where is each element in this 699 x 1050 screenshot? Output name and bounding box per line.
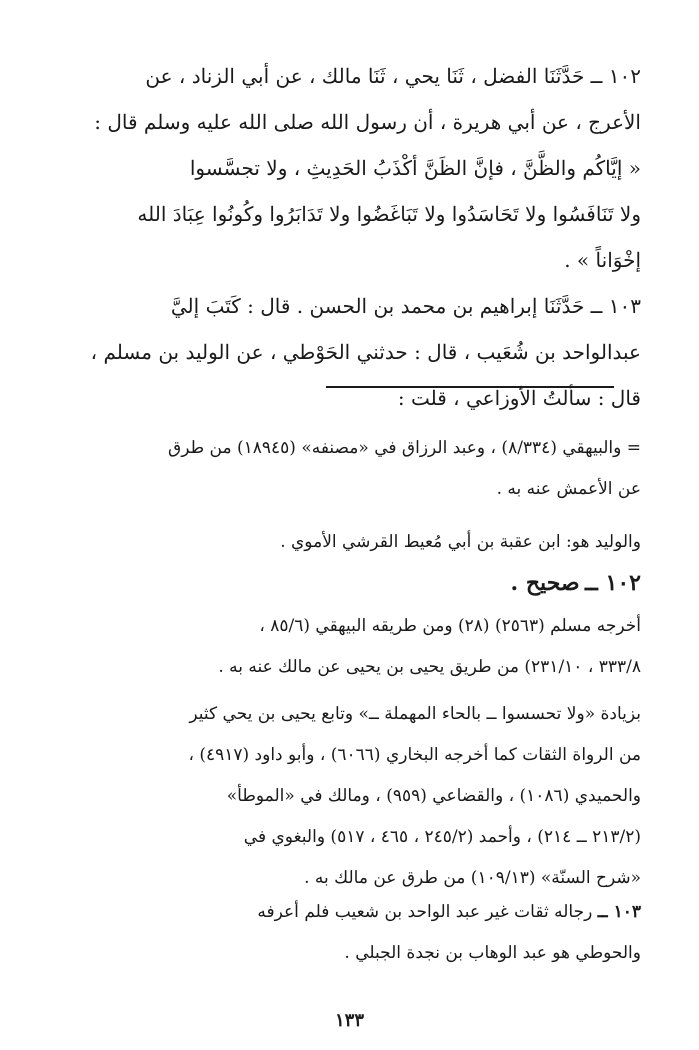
footnote-line: من الرواة الثقات كما أخرجه البخاري (٦٠٦٦) ، وأبو داود (٤٩١٧) ، [188, 745, 641, 765]
hadith-102-line-4: ولا تَنَافَسُوا ولا تَحَاسَدُوا ولا تَبَاغَضُوا ولا تَدَابَرُوا وكُونُوا عِبَادَ الله [137, 202, 641, 226]
footnote-line: = والبيهقي (٨/٣٣٤) ، وعبد الرزاق في «مصنفه» (١٨٩٤٥) من طرق [168, 438, 641, 458]
footnote-line: «شرح السنّة» (١٠٩/١٣) من طرق عن مالك به . [304, 868, 641, 888]
hadith-102-line-1: ١٠٢ ــ حَدَّثَنَا الفضل ، ثَنَا يحي ، ثَنَا مالك ، عن أبي الزناد ، عن [145, 64, 641, 88]
footnote-separator [326, 386, 614, 388]
hadith-103-line-2: عبدالواحد بن شُعَيب ، قال : حدثني الحَوْطي ، عن الوليد بن مسلم ، [90, 340, 641, 364]
hadith-102-line-3: « إيَّاكُم والظَّنَّ ، فإنَّ الظَنَّ أكْذَبُ الحَدِيثِ ، ولا تجسَّسوا [189, 156, 641, 180]
footnote-line: عن الأعمش عنه به . [496, 479, 641, 499]
footnote-line: (٢١٣/٢ ــ ٢١٤) ، وأحمد (٢٤٥/٢ ، ٤٦٥ ، ٥١٧) والبغوي في [243, 827, 641, 847]
footnotes-part-3 [61, 694, 641, 899]
footnote-number-102: ١٠٢ ــ [584, 570, 641, 596]
footnote-number-103: ١٠٣ ــ [597, 902, 641, 922]
footnote-line: بزيادة «ولا تحسسوا ــ بالحاء المهملة ــ» وتابع يحيى بن يحي كثير [189, 704, 641, 724]
footnote-heading-102 [61, 563, 641, 606]
footnote-grade: صحيح . [510, 570, 580, 596]
footnote-103 [61, 892, 641, 933]
hadith-102-line-5: إخْوَاناً » . [564, 248, 641, 272]
footnotes-part-2 [61, 522, 641, 688]
footnote-103-text: رجاله ثقات غير عبد الواحد بن شعيب فلم أعرفه [257, 902, 593, 922]
page-number: ١٣٣ [334, 1010, 364, 1031]
footnotes-part-1 [61, 428, 641, 510]
footnote-line: أخرجه مسلم (٢٥٦٣) (٢٨) ومن طريقه البيهقي (٨٥/٦ ، [259, 616, 641, 636]
hadith-103-line-1: ١٠٣ ــ حَدَّثَنَا إبراهيم بن محمد بن الحسن . قال : كَتَبَ إليَّ [170, 294, 641, 318]
footnote-line: والوليد هو: ابن عقبة بن أبي مُعيط القرشي الأموي . [280, 532, 641, 552]
footnotes-part-4 [61, 892, 641, 974]
footnote-line: والحوطي هو عبد الوهاب بن نجدة الجبلي . [344, 943, 641, 963]
main-text [61, 53, 641, 421]
footnote-line: ٣٣٣/٨ ، ٢٣١/١٠) من طريق يحيى بن يحيى عن مالك عنه به . [218, 657, 641, 677]
hadith-102-line-2: الأعرج ، عن أبي هريرة ، أن رسول الله صلى الله عليه وسلم قال : [94, 110, 641, 134]
hadith-103-line-3: قال : سألتُ الأوزاعي ، قلت : [397, 386, 641, 410]
footnote-line: والحميدي (١٠٨٦) ، والقضاعي (٩٥٩) ، ومالك في «الموطأ» [226, 786, 641, 806]
